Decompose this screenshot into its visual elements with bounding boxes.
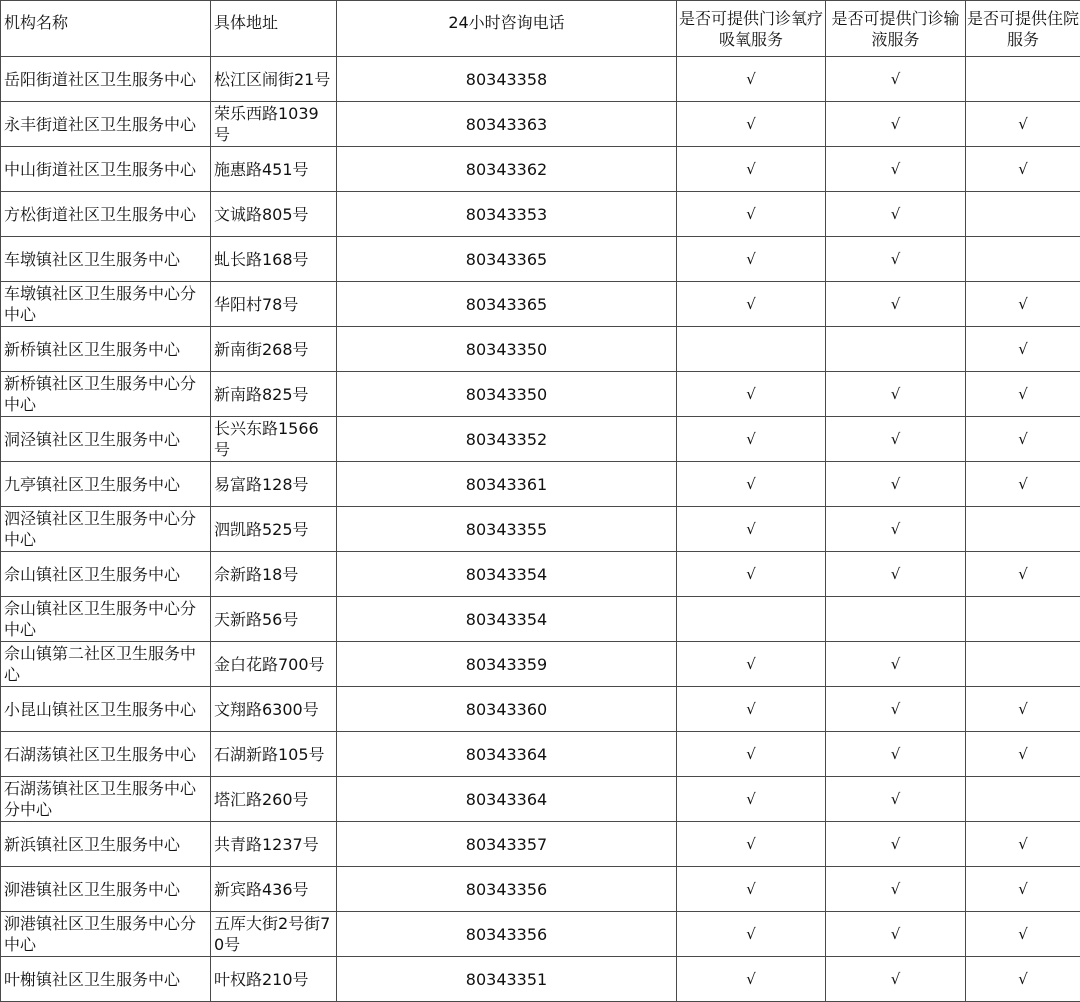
table-row	[1, 102, 1080, 147]
cell-inpatient	[966, 597, 1080, 642]
table-row	[1, 957, 1080, 1002]
header-row	[1, 1, 1080, 57]
table-row	[1, 552, 1080, 597]
table-body	[1, 57, 1080, 1002]
cell-address: 新南路825号	[211, 372, 337, 417]
check-mark-icon: √	[746, 969, 756, 990]
cell-address: 天新路56号	[211, 597, 337, 642]
table-row	[1, 777, 1080, 822]
check-mark-icon: √	[746, 249, 756, 270]
cell-oxygen	[677, 642, 826, 687]
check-mark-icon: √	[1018, 924, 1028, 945]
cell-inpatient	[966, 417, 1080, 462]
cell-phone: 80343364	[337, 777, 677, 822]
table-row	[1, 327, 1080, 372]
cell-infusion	[826, 867, 966, 912]
table-row	[1, 732, 1080, 777]
check-mark-icon: √	[1018, 699, 1028, 720]
cell-infusion	[826, 777, 966, 822]
cell-phone: 80343354	[337, 597, 677, 642]
cell-address: 施惠路451号	[211, 147, 337, 192]
cell-oxygen	[677, 777, 826, 822]
header-inpatient: 是否可提供住院服务	[966, 1, 1080, 57]
cell-inpatient	[966, 372, 1080, 417]
header-infusion: 是否可提供门诊输液服务	[826, 1, 966, 57]
cell-address: 长兴东路1566号	[211, 417, 337, 462]
cell-oxygen	[677, 687, 826, 732]
cell-inpatient	[966, 237, 1080, 282]
cell-infusion	[826, 597, 966, 642]
cell-inpatient	[966, 102, 1080, 147]
cell-inpatient	[966, 912, 1080, 957]
cell-phone: 80343365	[337, 282, 677, 327]
cell-phone: 80343359	[337, 642, 677, 687]
cell-oxygen	[677, 192, 826, 237]
check-mark-icon: √	[1018, 384, 1028, 405]
check-mark-icon: √	[746, 564, 756, 585]
cell-phone: 80343357	[337, 822, 677, 867]
cell-address: 文诚路805号	[211, 192, 337, 237]
check-mark-icon: √	[1018, 744, 1028, 765]
check-mark-icon: √	[1018, 834, 1028, 855]
cell-inpatient	[966, 777, 1080, 822]
cell-inpatient	[966, 642, 1080, 687]
cell-inpatient	[966, 147, 1080, 192]
check-mark-icon: √	[1018, 159, 1028, 180]
table-row	[1, 822, 1080, 867]
table-row	[1, 462, 1080, 507]
cell-name: 石湖荡镇社区卫生服务中心分中心	[1, 777, 211, 822]
cell-name: 佘山镇社区卫生服务中心分中心	[1, 597, 211, 642]
check-mark-icon: √	[746, 294, 756, 315]
cell-oxygen	[677, 282, 826, 327]
cell-name: 泖港镇社区卫生服务中心	[1, 867, 211, 912]
cell-name: 小昆山镇社区卫生服务中心	[1, 687, 211, 732]
table-row	[1, 237, 1080, 282]
check-mark-icon: √	[746, 744, 756, 765]
cell-phone: 80343362	[337, 147, 677, 192]
table-header	[1, 1, 1080, 57]
cell-address: 虬长路168号	[211, 237, 337, 282]
check-mark-icon: √	[891, 744, 901, 765]
cell-address: 新宾路436号	[211, 867, 337, 912]
check-mark-icon: √	[891, 924, 901, 945]
check-mark-icon: √	[746, 924, 756, 945]
cell-oxygen	[677, 57, 826, 102]
table-row	[1, 57, 1080, 102]
cell-oxygen	[677, 867, 826, 912]
check-mark-icon: √	[891, 834, 901, 855]
table-row	[1, 597, 1080, 642]
cell-phone: 80343356	[337, 912, 677, 957]
check-mark-icon: √	[746, 789, 756, 810]
check-mark-icon: √	[891, 519, 901, 540]
table-row	[1, 192, 1080, 237]
cell-inpatient	[966, 822, 1080, 867]
cell-phone: 80343350	[337, 372, 677, 417]
cell-address: 佘新路18号	[211, 552, 337, 597]
cell-name: 岳阳街道社区卫生服务中心	[1, 57, 211, 102]
cell-name: 方松街道社区卫生服务中心	[1, 192, 211, 237]
cell-oxygen	[677, 147, 826, 192]
check-mark-icon: √	[891, 429, 901, 450]
cell-infusion	[826, 822, 966, 867]
cell-infusion	[826, 282, 966, 327]
cell-phone: 80343356	[337, 867, 677, 912]
check-mark-icon: √	[891, 384, 901, 405]
check-mark-icon: √	[746, 114, 756, 135]
check-mark-icon: √	[746, 519, 756, 540]
cell-oxygen	[677, 237, 826, 282]
check-mark-icon: √	[891, 654, 901, 675]
header-name: 机构名称	[1, 1, 211, 57]
check-mark-icon: √	[1018, 114, 1028, 135]
cell-phone: 80343360	[337, 687, 677, 732]
cell-oxygen	[677, 372, 826, 417]
check-mark-icon: √	[1018, 474, 1028, 495]
cell-name: 永丰街道社区卫生服务中心	[1, 102, 211, 147]
cell-address: 泗凯路525号	[211, 507, 337, 552]
check-mark-icon: √	[1018, 969, 1028, 990]
table-row	[1, 507, 1080, 552]
cell-address: 松江区闹街21号	[211, 57, 337, 102]
cell-inpatient	[966, 957, 1080, 1002]
cell-name: 石湖荡镇社区卫生服务中心	[1, 732, 211, 777]
cell-oxygen	[677, 507, 826, 552]
check-mark-icon: √	[746, 654, 756, 675]
cell-infusion	[826, 102, 966, 147]
check-mark-icon: √	[891, 294, 901, 315]
cell-phone: 80343365	[337, 237, 677, 282]
check-mark-icon: √	[891, 564, 901, 585]
cell-infusion	[826, 147, 966, 192]
cell-name: 佘山镇社区卫生服务中心	[1, 552, 211, 597]
cell-address: 叶权路210号	[211, 957, 337, 1002]
table-row	[1, 372, 1080, 417]
cell-oxygen	[677, 417, 826, 462]
check-mark-icon: √	[746, 834, 756, 855]
check-mark-icon: √	[746, 474, 756, 495]
table-row	[1, 417, 1080, 462]
cell-name: 九亭镇社区卫生服务中心	[1, 462, 211, 507]
header-address: 具体地址	[211, 1, 337, 57]
cell-inpatient	[966, 732, 1080, 777]
cell-address: 金白花路700号	[211, 642, 337, 687]
cell-infusion	[826, 57, 966, 102]
cell-infusion	[826, 732, 966, 777]
check-mark-icon: √	[746, 879, 756, 900]
cell-phone: 80343364	[337, 732, 677, 777]
check-mark-icon: √	[1018, 564, 1028, 585]
cell-infusion	[826, 912, 966, 957]
cell-inpatient	[966, 192, 1080, 237]
cell-infusion	[826, 687, 966, 732]
check-mark-icon: √	[1018, 339, 1028, 360]
check-mark-icon: √	[746, 159, 756, 180]
cell-name: 车墩镇社区卫生服务中心分中心	[1, 282, 211, 327]
cell-name: 车墩镇社区卫生服务中心	[1, 237, 211, 282]
check-mark-icon: √	[891, 969, 901, 990]
cell-phone: 80343350	[337, 327, 677, 372]
check-mark-icon: √	[746, 204, 756, 225]
cell-name: 洞泾镇社区卫生服务中心	[1, 417, 211, 462]
table-row	[1, 687, 1080, 732]
cell-phone: 80343353	[337, 192, 677, 237]
cell-address: 新南街268号	[211, 327, 337, 372]
check-mark-icon: √	[1018, 294, 1028, 315]
cell-name: 新桥镇社区卫生服务中心分中心	[1, 372, 211, 417]
cell-name: 叶榭镇社区卫生服务中心	[1, 957, 211, 1002]
table-row	[1, 642, 1080, 687]
check-mark-icon: √	[891, 474, 901, 495]
cell-oxygen	[677, 102, 826, 147]
cell-address: 石湖新路105号	[211, 732, 337, 777]
cell-oxygen	[677, 732, 826, 777]
cell-infusion	[826, 372, 966, 417]
cell-phone: 80343358	[337, 57, 677, 102]
cell-address: 华阳村78号	[211, 282, 337, 327]
cell-infusion	[826, 237, 966, 282]
cell-inpatient	[966, 327, 1080, 372]
cell-inpatient	[966, 507, 1080, 552]
cell-phone: 80343354	[337, 552, 677, 597]
check-mark-icon: √	[1018, 879, 1028, 900]
cell-inpatient	[966, 867, 1080, 912]
check-mark-icon: √	[746, 384, 756, 405]
cell-oxygen	[677, 957, 826, 1002]
cell-infusion	[826, 552, 966, 597]
cell-infusion	[826, 642, 966, 687]
cell-phone: 80343363	[337, 102, 677, 147]
cell-name: 泗泾镇社区卫生服务中心分中心	[1, 507, 211, 552]
cell-oxygen	[677, 597, 826, 642]
header-phone: 24小时咨询电话	[337, 1, 677, 57]
check-mark-icon: √	[746, 429, 756, 450]
check-mark-icon: √	[891, 879, 901, 900]
table-row	[1, 912, 1080, 957]
cell-infusion	[826, 417, 966, 462]
cell-address: 塔汇路260号	[211, 777, 337, 822]
cell-infusion	[826, 192, 966, 237]
check-mark-icon: √	[891, 249, 901, 270]
check-mark-icon: √	[891, 204, 901, 225]
cell-address: 共青路1237号	[211, 822, 337, 867]
cell-inpatient	[966, 552, 1080, 597]
cell-infusion	[826, 507, 966, 552]
table-row	[1, 147, 1080, 192]
cell-name: 新桥镇社区卫生服务中心	[1, 327, 211, 372]
check-mark-icon: √	[891, 114, 901, 135]
cell-inpatient	[966, 462, 1080, 507]
check-mark-icon: √	[891, 699, 901, 720]
check-mark-icon: √	[891, 69, 901, 90]
cell-name: 佘山镇第二社区卫生服务中心	[1, 642, 211, 687]
cell-infusion	[826, 957, 966, 1002]
cell-oxygen	[677, 912, 826, 957]
cell-address: 文翔路6300号	[211, 687, 337, 732]
table-row	[1, 282, 1080, 327]
cell-inpatient	[966, 687, 1080, 732]
cell-name: 泖港镇社区卫生服务中心分中心	[1, 912, 211, 957]
cell-infusion	[826, 462, 966, 507]
cell-oxygen	[677, 822, 826, 867]
table-row	[1, 867, 1080, 912]
cell-inpatient	[966, 57, 1080, 102]
cell-oxygen	[677, 462, 826, 507]
cell-inpatient	[966, 282, 1080, 327]
cell-phone: 80343352	[337, 417, 677, 462]
cell-address: 易富路128号	[211, 462, 337, 507]
check-mark-icon: √	[891, 789, 901, 810]
cell-oxygen	[677, 552, 826, 597]
cell-oxygen	[677, 327, 826, 372]
cell-phone: 80343355	[337, 507, 677, 552]
cell-name: 中山街道社区卫生服务中心	[1, 147, 211, 192]
header-oxygen: 是否可提供门诊氧疗吸氧服务	[677, 1, 826, 57]
cell-infusion	[826, 327, 966, 372]
cell-name: 新浜镇社区卫生服务中心	[1, 822, 211, 867]
cell-phone: 80343351	[337, 957, 677, 1002]
cell-address: 五厍大街2号街70号	[211, 912, 337, 957]
check-mark-icon: √	[1018, 429, 1028, 450]
check-mark-icon: √	[746, 69, 756, 90]
check-mark-icon: √	[891, 159, 901, 180]
cell-address: 荣乐西路1039号	[211, 102, 337, 147]
cell-phone: 80343361	[337, 462, 677, 507]
check-mark-icon: √	[746, 699, 756, 720]
